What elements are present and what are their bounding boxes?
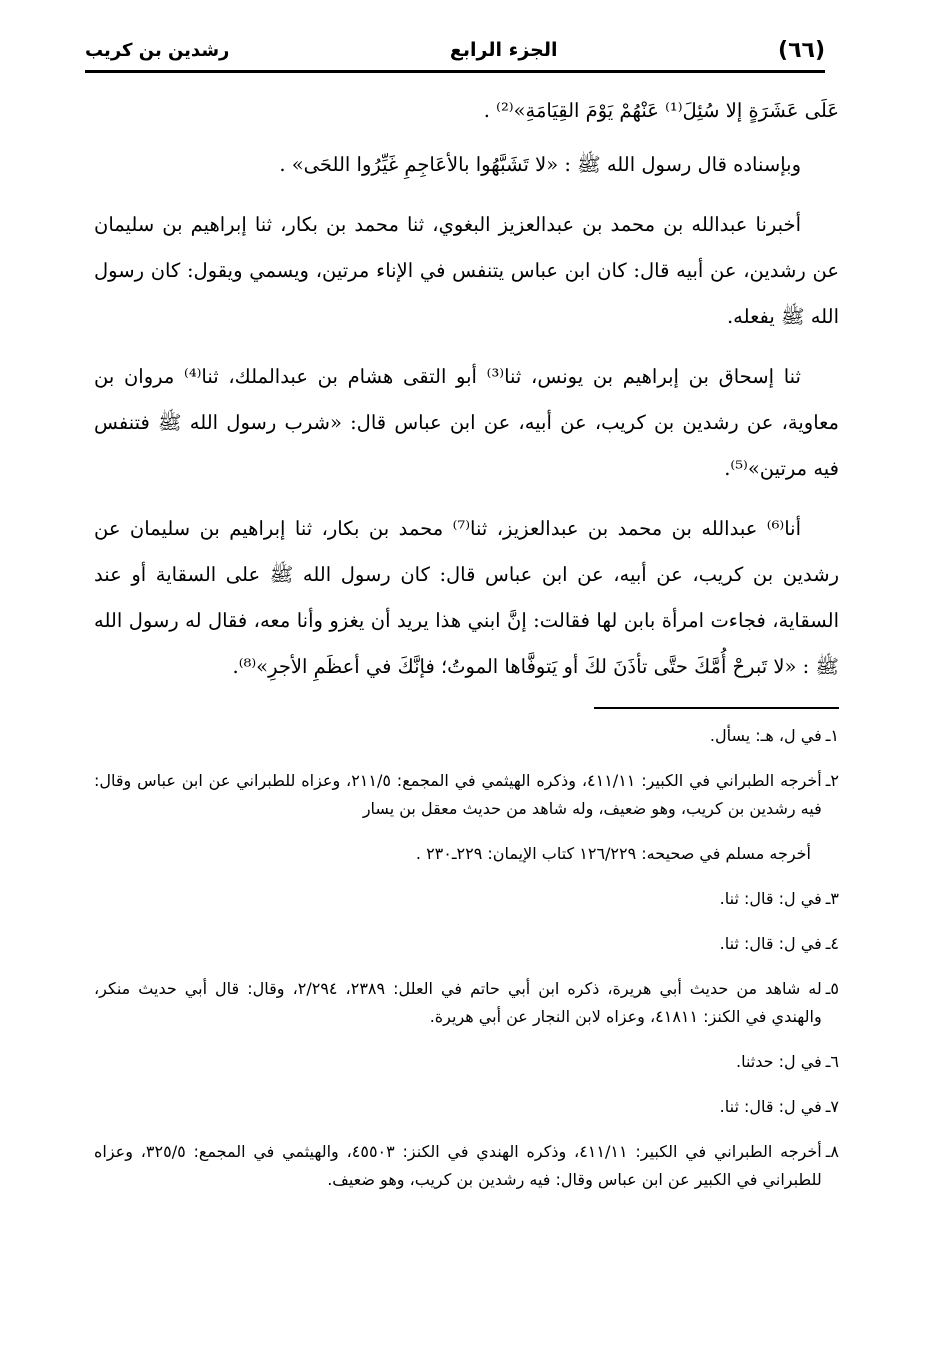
footnote bbox=[94, 722, 839, 750]
footnotes bbox=[94, 722, 839, 1211]
footnote bbox=[94, 1048, 839, 1076]
footnote bbox=[94, 930, 839, 958]
paragraph: أخبرنا عبدالله بن محمد بن عبدالعزيز البغوي، ثنا محمد بن بكار، ثنا إبراهيم بن سليمان عن رشدين، عن أبيه قال: كان ابن عباس يتنفس في الإناء مرتين، ويسمي ويقول: كان رسول الله ﷺ يفعله. bbox=[94, 213, 839, 328]
footnote bbox=[94, 975, 839, 1031]
footnote-number: ٨ـ bbox=[825, 1142, 839, 1161]
page-number: (٦٦) bbox=[778, 37, 825, 63]
part-title: الجزء الرابع bbox=[449, 39, 558, 61]
footnote bbox=[94, 885, 839, 913]
footnote-text: في ل: حدثنا. bbox=[736, 1052, 822, 1071]
footnote-text: أخرجه الطبراني في الكبير: ٤١١/١١، وذكره الهندي في الكنز: ٤٥٥٠٣، والهيثمي في المجمع: ٣٢٥/٥، وعزاه للطبراني في الكبير عن ابن عباس وقال: فيه رشدين بن كريب، وهو ضعيف. bbox=[94, 1142, 822, 1189]
paragraph: عَلَى عَشَرَةٍ إلا سُئِلَ⁽¹⁾ عَنْهُمْ يَوْمَ القِيَامَةِ»⁽²⁾ . bbox=[483, 99, 839, 122]
footnote bbox=[94, 1093, 839, 1121]
footnote-text: في ل: قال: ثنا. bbox=[719, 889, 822, 908]
footnote bbox=[94, 767, 839, 823]
footnote-text: أخرجه مسلم في صحيحه: ١٢٦/٢٢٩ كتاب الإيمان: ٢٢٩ـ٢٣٠ . bbox=[415, 844, 811, 863]
paragraph: وبإسناده قال رسول الله ﷺ : «لا تَشَبَّهُوا بالأعَاجِمِ غَيِّرُوا اللحَى» . bbox=[279, 153, 801, 176]
footnote-number: ١ـ bbox=[825, 726, 839, 745]
footnote-number: ٦ـ bbox=[825, 1052, 839, 1071]
page-header bbox=[85, 30, 825, 73]
footnote-separator bbox=[594, 707, 839, 709]
running-title: رشدين بن كريب bbox=[85, 39, 230, 61]
footnote-number: ٤ـ bbox=[825, 934, 839, 953]
footnote-text: أخرجه الطبراني في الكبير: ٤١١/١١، وذكره الهيثمي في المجمع: ٢١١/٥، وعزاه للطبراني عن ابن عباس وقال: فيه رشدين بن كريب، وهو ضعيف، وله شاهد من حديث معقل بن يسار bbox=[94, 771, 822, 818]
footnote-number: ٢ـ bbox=[825, 771, 839, 790]
footnote-text: له شاهد من حديث أبي هريرة، ذكره ابن أبي حاتم في العلل: ٢٣٨٩، ٢/٢٩٤، وقال: قال أبي حديث منكر، والهندي في الكنز: ٤١٨١١، وعزاه لابن النجار عن أبي هريرة. bbox=[94, 979, 822, 1026]
main-text bbox=[94, 88, 839, 698]
footnote bbox=[94, 840, 839, 868]
footnote bbox=[94, 1138, 839, 1194]
footnote-text: في ل، هـ: يسأل. bbox=[709, 726, 822, 745]
footnote-number: ٣ـ bbox=[825, 889, 839, 908]
footnote-number: ٧ـ bbox=[825, 1097, 839, 1116]
paragraph: أنا⁽⁶⁾ عبدالله بن محمد بن عبدالعزيز، ثنا⁽⁷⁾ محمد بن بكار، ثنا إبراهيم بن سليمان عن رشدين بن كريب، عن أبيه، عن ابن عباس قال: كان رسول الله ﷺ على السقاية أو عند السقاية، فجاءت امرأة بابن لها فقالت: إنَّ ابني هذا يريد أن يغزو وأنا معه، فقال له رسول الله ﷺ : «لا تَبرحْ أُمَّكَ حتَّى تأذَنَ لكَ أو يَتوفَّاها الموتُ؛ فإنَّكَ في أعظَمِ الأجرِ»⁽⁸⁾. bbox=[94, 517, 839, 678]
footnote-number: ٥ـ bbox=[825, 979, 839, 998]
footnote-text: في ل: قال: ثنا. bbox=[719, 934, 822, 953]
footnote-text: في ل: قال: ثنا. bbox=[719, 1097, 822, 1116]
paragraph: ثنا إسحاق بن إبراهيم بن يونس، ثنا⁽³⁾ أبو التقى هشام بن عبدالملك، ثنا⁽⁴⁾ مروان بن معاوية، عن رشدين بن كريب، عن أبيه، عن ابن عباس قال: «شرب رسول الله ﷺ فتنفس فيه مرتين»⁽⁵⁾. bbox=[94, 365, 839, 480]
